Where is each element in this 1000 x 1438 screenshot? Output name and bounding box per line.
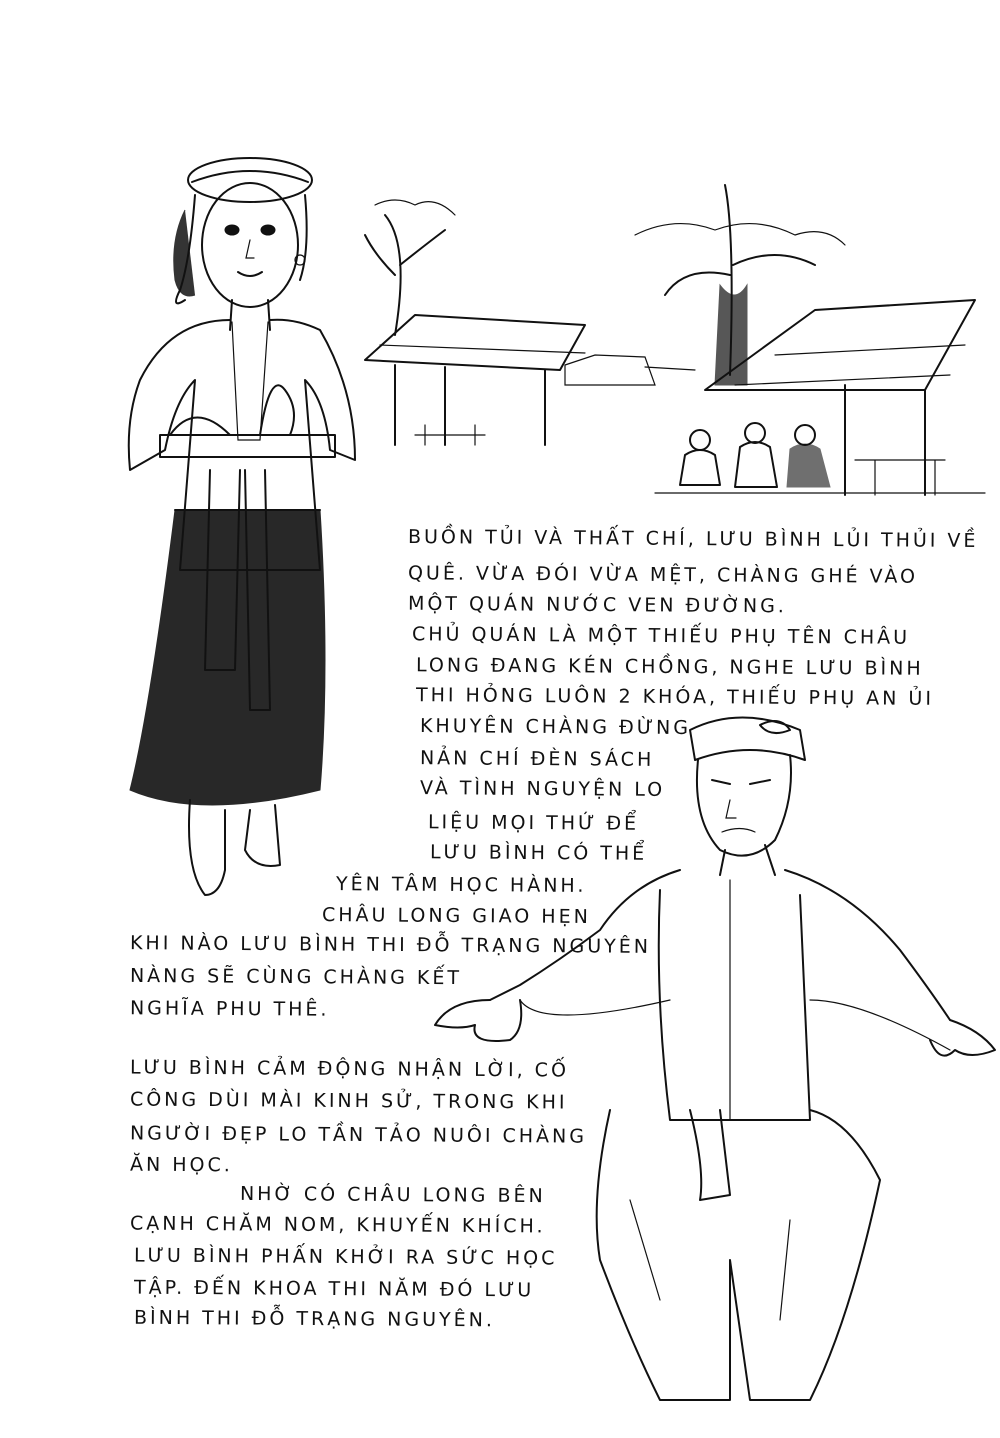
caption-line-24: TẬP. ĐẾN KHOA THI NĂM ĐÓ LƯU	[133, 1276, 535, 1302]
caption-line-21: NHỜ CÓ CHÂU LONG BÊN	[239, 1182, 546, 1208]
caption-line-25: BÌNH THI ĐỖ TRẠNG NGUYÊN.	[133, 1306, 495, 1332]
caption-line-17: LƯU BÌNH CẢM ĐỘNG NHẬN LỜI, CỐ	[129, 1056, 570, 1082]
caption-line-3: MỘT QUÁN NƯỚC VEN ĐƯỜNG.	[407, 592, 787, 618]
caption-line-12: YÊN TÂM HỌC HÀNH.	[335, 873, 587, 897]
caption-line-16: NGHĨA PHU THÊ.	[129, 997, 330, 1021]
caption-line-5: LONG ĐANG KÉN CHỒNG, NGHE LƯU BÌNH	[415, 654, 924, 680]
caption-line-8: NẢN CHÍ ĐÈN SÁCH	[419, 747, 655, 771]
caption-line-20: ĂN HỌC.	[129, 1153, 233, 1177]
caption-line-9: VÀ TÌNH NGUYỆN LO	[419, 777, 666, 801]
village-scene-illustration	[355, 175, 985, 505]
caption-line-23: LƯU BÌNH PHẤN KHỞI RA SỨC HỌC	[133, 1244, 558, 1270]
caption-line-6: THI HỎNG LUÔN 2 KHÓA, THIẾU PHỤ AN ỦI	[415, 684, 935, 710]
caption-line-13: CHÂU LONG GIAO HẸN	[321, 904, 591, 928]
caption-line-22: CẠNH CHĂM NOM, KHUYẾN KHÍCH.	[129, 1212, 546, 1238]
caption-line-15: NÀNG SẼ CÙNG CHÀNG KẾT	[129, 964, 463, 990]
caption-line-10: LIỆU MỌI THỨ ĐỂ	[427, 811, 640, 835]
caption-line-4: CHỦ QUÁN LÀ MỘT THIẾU PHỤ TÊN CHÂU	[411, 623, 911, 649]
caption-line-19: NGƯỜI ĐẸP LO TẦN TẢO NUÔI CHÀNG	[129, 1122, 588, 1148]
woman-figure-illustration	[110, 150, 370, 900]
caption-line-14: KHI NÀO LƯU BÌNH THI ĐỖ TRẠNG NGUYÊN	[129, 932, 652, 958]
caption-line-11: LƯU BÌNH CÓ THỂ	[429, 841, 648, 865]
caption-line-1: BUỒN TỦI VÀ THẤT CHÍ, LƯU BÌNH LỦI THỦI VỀ	[407, 526, 979, 552]
caption-line-18: CÔNG DÙI MÀI KINH SỬ, TRONG KHI	[129, 1088, 568, 1114]
caption-line-2: QUÊ. VỪA ĐÓI VỪA MỆT, CHÀNG GHÉ VÀO	[407, 562, 919, 588]
caption-line-7: KHUYÊN CHÀNG ĐỪNG	[419, 715, 692, 739]
